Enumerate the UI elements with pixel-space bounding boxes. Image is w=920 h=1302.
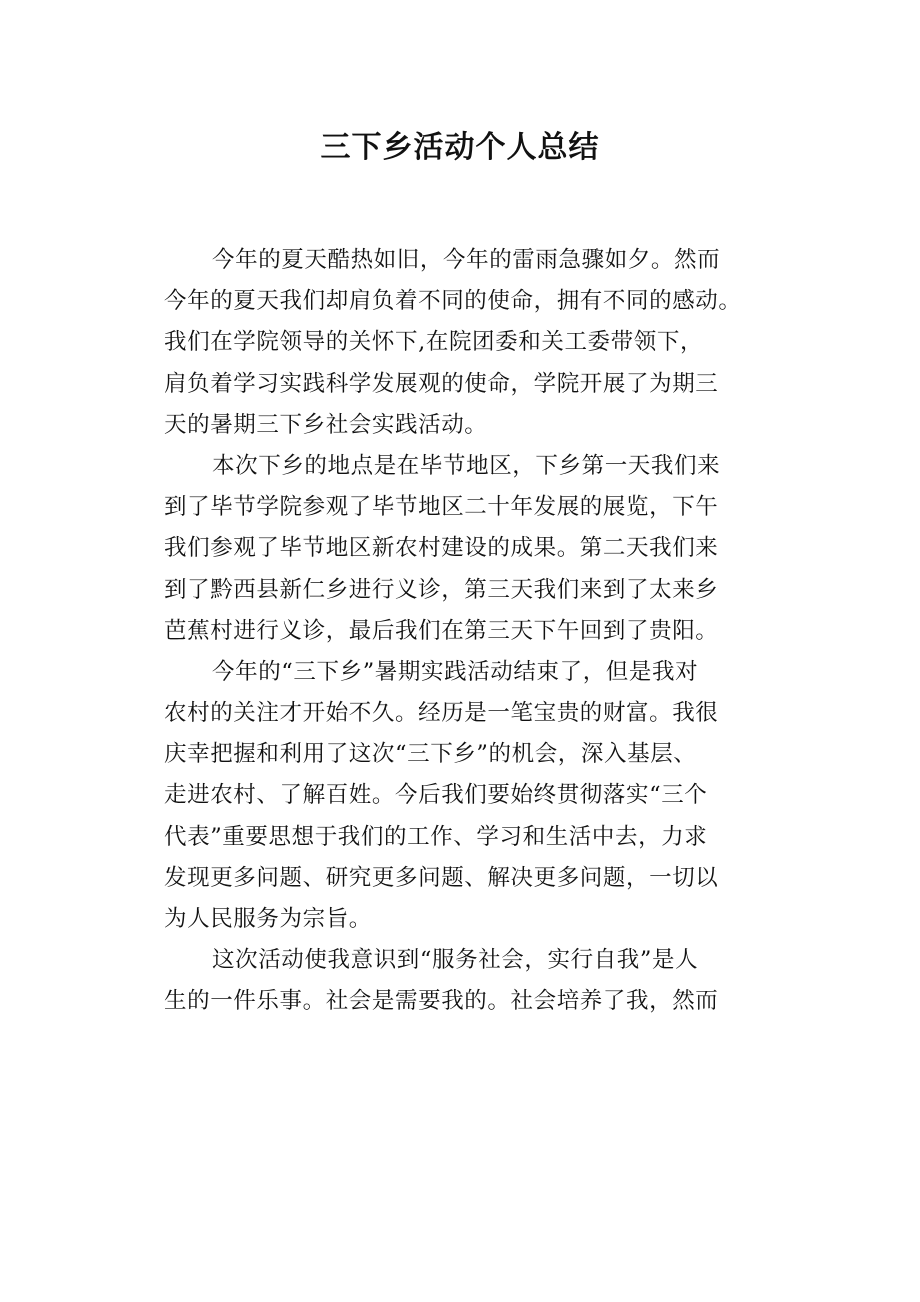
text-line: 到了黔西县新仁乡进行义诊，第三天我们来到了太来乡 bbox=[164, 576, 719, 603]
text-line: 生的一件乐事。社会是需要我的。社会培养了我，然而 bbox=[164, 988, 719, 1015]
text-line: 庆幸把握和利用了这次“三下乡”的机会，深入基层、 bbox=[164, 741, 697, 768]
text-line: 本次下乡的地点是在毕节地区，下乡第一天我们来 bbox=[212, 452, 721, 479]
text-line: 我们在学院领导的关怀下,在院团委和关工委带领下， bbox=[164, 329, 704, 356]
text-line: 走进农村、了解百姓。今后我们要始终贯彻落实“三个 bbox=[164, 782, 708, 809]
document-body bbox=[164, 240, 764, 1023]
text-line: 芭蕉村进行义诊，最后我们在第三天下午回到了贵阳。 bbox=[164, 617, 719, 644]
text-line: 天的暑期三下乡社会实践活动。 bbox=[164, 411, 488, 438]
text-line: 我们参观了毕节地区新农村建设的成果。第二天我们来 bbox=[164, 535, 719, 562]
text-line: 发现更多问题、研究更多问题、解决更多问题，一切以 bbox=[164, 864, 719, 891]
text-line: 肩负着学习实践科学发展观的使命，学院开展了为期三 bbox=[164, 370, 719, 397]
text-line: 到了毕节学院参观了毕节地区二十年发展的展览，下午 bbox=[164, 494, 719, 521]
text-line: 今年的夏天酷热如旧，今年的雷雨急骤如夕。然而 bbox=[212, 247, 721, 273]
text-line: 农村的关注才开始不久。经历是一笔宝贵的财富。我很 bbox=[164, 700, 719, 727]
text-line: 为人民服务为宗旨。 bbox=[164, 906, 372, 932]
text-line: 今年的夏天我们却肩负着不同的使命，拥有不同的感动。 bbox=[164, 288, 742, 315]
text-line: 今年的“三下乡”暑期实践活动结束了，但是我对 bbox=[212, 658, 699, 685]
text-line: 代表”重要思想于我们的工作、学习和生活中去，力求 bbox=[164, 823, 708, 850]
text-line: 这次活动使我意识到“服务社会，实行自我”是人 bbox=[212, 947, 699, 974]
document-title: 三下乡活动个人总结 bbox=[320, 130, 600, 165]
